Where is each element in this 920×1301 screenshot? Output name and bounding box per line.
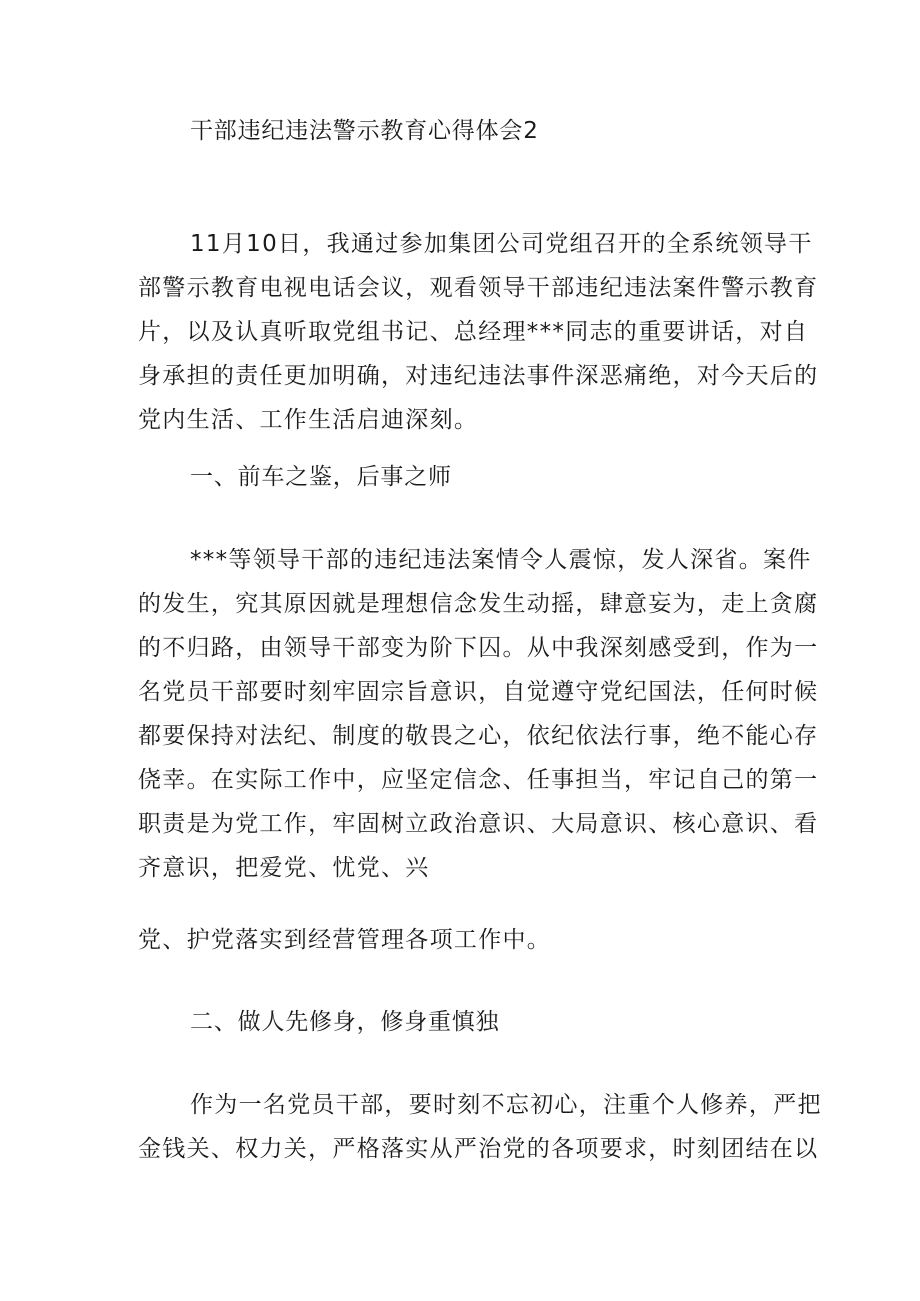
- paragraph-1-line-1: 11月10日，我通过参加集团公司党组召开的全系统领导干: [190, 231, 813, 257]
- paragraph-2-line-5: 都要保持对法纪、制度的敬畏之心，依纪依法行事，绝不能心存: [138, 723, 819, 749]
- paragraph-1-line-3: 片，以及认真听取党组书记、总经理***同志的重要讲话，对自: [138, 319, 809, 345]
- paragraph-4-line-2: 金钱关、权力关，严格落实从严治党的各项要求，时刻团结在以: [138, 1136, 819, 1162]
- paragraph-2-line-4: 名党员干部要时刻牢固宗旨意识，自觉遵守党纪国法，任何时候: [138, 679, 819, 705]
- paragraph-1-line-4: 身承担的责任更加明确，对违纪违法事件深恶痛绝，对今天后的: [138, 363, 819, 389]
- paragraph-2-line-6: 侥幸。在实际工作中，应坚定信念、任事担当，牢记自己的第一: [138, 767, 819, 793]
- document-title: 干部违纪违法警示教育心得体会2: [190, 118, 539, 144]
- paragraph-3-line-1: 党、护党落实到经营管理各项工作中。: [138, 927, 552, 953]
- paragraph-4-line-1: 作为一名党员干部，要时刻不忘初心，注重个人修养，严把: [190, 1092, 822, 1118]
- paragraph-2-line-8: 齐意识，把爱党、忧党、兴: [138, 855, 430, 881]
- paragraph-1-line-2: 部警示教育电视电话会议，观看领导干部违纪违法案件警示教育: [138, 275, 819, 301]
- paragraph-2-line-7: 职责是为党工作，牢固树立政治意识、大局意识、核心意识、看: [138, 811, 819, 837]
- paragraph-2-line-2: 的发生，究其原因就是理想信念发生动摇，肆意妄为，走上贪腐: [138, 591, 819, 617]
- section-heading-2: 二、做人先修身，修身重慎独: [190, 1009, 500, 1035]
- paragraph-2-line-3: 的不归路，由领导干部变为阶下囚。从中我深刻感受到，作为一: [138, 635, 819, 661]
- paragraph-1-line-5: 党内生活、工作生活启迪深刻。: [138, 407, 479, 433]
- section-heading-1: 一、前车之鉴，后事之师: [190, 464, 452, 490]
- paragraph-2-line-1: ***等领导干部的违纪违法案情令人震惊，发人深省。案件: [190, 547, 812, 573]
